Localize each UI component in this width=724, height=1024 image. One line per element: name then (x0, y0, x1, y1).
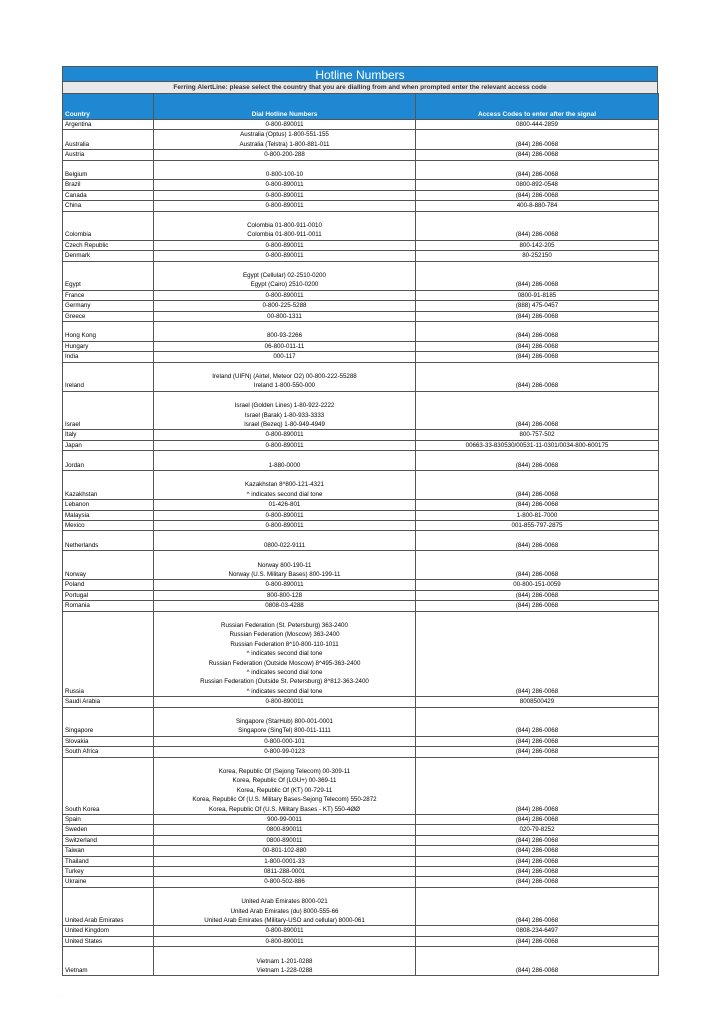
access-code-cell: (844) 286-0068 (416, 130, 659, 150)
table-row (63, 815, 659, 825)
dial-number: 000-117 (273, 353, 296, 361)
access-code-cell: 1-800-81-7000 (416, 510, 659, 520)
table-row (63, 611, 659, 697)
country-cell: South Africa (63, 747, 154, 757)
dial-number-cell (154, 697, 416, 707)
dial-number: 0-800-502-886 (264, 878, 305, 886)
country-cell: France (63, 290, 154, 300)
dial-number: Norway (U.S. Military Bases) 800-199-11 (228, 571, 341, 579)
dial-number-cell (154, 856, 416, 866)
access-code-cell: 8008500429 (416, 697, 659, 707)
dial-number: 0-800-890011 (265, 252, 304, 260)
access-code-cell: (844) 286-0068 (416, 531, 659, 551)
access-code-cell: 0800-444-2859 (416, 120, 659, 130)
table-row (63, 311, 659, 321)
dial-number-cell (154, 261, 416, 290)
dial-number-cell (154, 211, 416, 240)
country-cell: Italy (63, 430, 154, 440)
country-cell: Denmark (63, 251, 154, 261)
dial-number: Colombia 01-800-911-0010 (247, 222, 322, 230)
dial-number-cell (154, 747, 416, 757)
table-row (63, 362, 659, 391)
dial-number: 0800-890011 (266, 836, 303, 844)
access-code-cell: (844) 286-0068 (416, 867, 659, 877)
country-cell: Romania (63, 601, 154, 611)
dial-number: United Arab Emirates 8000-021 (241, 898, 328, 906)
dial-number: ^ indicates second dial tone (246, 650, 323, 658)
access-code-cell: (844) 286-0068 (416, 391, 659, 430)
table-body (63, 120, 659, 976)
access-code-cell: 00663-33-830530/00531-11-0301/0034-800-600175 (416, 440, 659, 450)
dial-number: 0-800-100-10 (265, 171, 304, 179)
dial-number: Egypt (Cairo) 2510-0200 (250, 281, 319, 289)
access-code-cell: (844) 286-0068 (416, 341, 659, 351)
dial-number-cell (154, 311, 416, 321)
table-row (63, 887, 659, 926)
country-cell: Brazil (63, 180, 154, 190)
access-code-cell: (844) 286-0068 (416, 211, 659, 240)
dial-number: Israel (Bezeq) 1-80-949-4949 (244, 421, 325, 429)
dial-number-cell (154, 240, 416, 250)
dial-number: 800-800-128 (266, 591, 303, 599)
table-row (63, 590, 659, 600)
country-cell: Canada (63, 190, 154, 200)
table-row (63, 201, 659, 211)
dial-number: 0-800-890011 (265, 511, 304, 519)
country-cell: United Arab Emirates (63, 887, 154, 926)
access-code-cell: (844) 286-0068 (416, 590, 659, 600)
country-cell: Belgium (63, 160, 154, 180)
country-cell: Greece (63, 311, 154, 321)
dial-number: 1-880-0000 (268, 461, 301, 469)
table-row (63, 856, 659, 866)
dial-number: 800-93-2266 (266, 332, 303, 340)
header-code: Access Codes to enter after the signal (416, 94, 659, 120)
dial-number: 0-800-890011 (265, 927, 304, 935)
dial-number-cell (154, 190, 416, 200)
country-cell: China (63, 201, 154, 211)
dial-number-cell (154, 590, 416, 600)
dial-number-cell (154, 251, 416, 261)
country-cell: Lebanon (63, 500, 154, 510)
dial-number-cell (154, 451, 416, 471)
country-cell: Russia (63, 611, 154, 697)
dial-number-cell (154, 815, 416, 825)
dial-number-cell (154, 877, 416, 887)
country-cell: Egypt (63, 261, 154, 290)
dial-number: Singapore (StarHub) 800-001-0001 (236, 718, 333, 726)
access-code-cell: (844) 286-0068 (416, 451, 659, 471)
dial-number: Egypt (Cellular) 02-2510-0200 (243, 272, 326, 280)
dial-number: 1-800-0001-33 (264, 857, 305, 865)
access-code-cell: (844) 286-0068 (416, 362, 659, 391)
dial-number-cell (154, 301, 416, 311)
dial-number: 0-800-890011 (265, 698, 304, 706)
access-code-cell: (844) 286-0068 (416, 846, 659, 856)
table-row (63, 301, 659, 311)
dial-number-cell (154, 391, 416, 430)
dial-number: Israel (Barak) 1-80-933-3333 (244, 411, 325, 419)
country-cell: Kazakhstan (63, 471, 154, 500)
country-cell: Argentina (63, 120, 154, 130)
table-row (63, 430, 659, 440)
dial-number: 0-800-890011 (265, 441, 304, 449)
country-cell: Mexico (63, 521, 154, 531)
dial-number: 0-800-890011 (265, 581, 304, 589)
dial-number-cell (154, 531, 416, 551)
dial-number: 0808-03-4288 (265, 602, 304, 610)
country-cell: South Korea (63, 757, 154, 814)
dial-number: 0-800-890011 (265, 121, 304, 128)
table-row (63, 451, 659, 471)
dial-number: Vietnam 1-228-0288 (256, 967, 313, 975)
table-row (63, 601, 659, 611)
dial-number: Singapore (SingTel) 800-011-1111 (238, 727, 331, 735)
dial-number-cell (154, 707, 416, 736)
dial-number: 00-801-102-880 (262, 847, 307, 855)
access-code-cell: 001-855-797-2875 (416, 521, 659, 531)
dial-number: Russian Federation 8^10-800-110-1011 (230, 640, 339, 648)
dial-number-cell (154, 500, 416, 510)
dial-number: 0800-022-9111 (263, 541, 306, 549)
country-cell: India (63, 352, 154, 362)
country-cell: Hong Kong (63, 322, 154, 342)
table-row (63, 936, 659, 946)
access-code-cell: (888) 475-0457 (416, 301, 659, 311)
table-row (63, 322, 659, 342)
table-row (63, 835, 659, 845)
country-cell: Saudi Arabia (63, 697, 154, 707)
access-code-cell: 0800-91-8185 (416, 290, 659, 300)
access-code-cell: (844) 286-0068 (416, 601, 659, 611)
access-code-cell: (844) 286-0068 (416, 611, 659, 697)
country-cell: Netherlands (63, 531, 154, 551)
dial-number-cell (154, 120, 416, 130)
dial-number-cell (154, 580, 416, 590)
access-code-cell: (844) 286-0068 (416, 747, 659, 757)
dial-number-cell (154, 471, 416, 500)
dial-number: Korea, Republic Of (LGU+) 00-369-11 (232, 777, 337, 785)
table-row (63, 867, 659, 877)
dial-number-cell (154, 150, 416, 160)
table-row (63, 825, 659, 835)
table-row (63, 736, 659, 746)
dial-number: Vietnam 1-201-0288 (256, 957, 313, 965)
access-code-cell: (844) 286-0068 (416, 856, 659, 866)
hotline-sheet (62, 66, 658, 976)
table-row (63, 180, 659, 190)
access-code-cell: 80-252150 (416, 251, 659, 261)
dial-number: 0-800-890011 (265, 937, 304, 945)
header-country: Country (63, 94, 154, 120)
table-row (63, 531, 659, 551)
country-cell: Switzerland (63, 835, 154, 845)
dial-number: Israel (Golden Lines) 1-80-922-2222 (234, 402, 335, 410)
access-code-cell: (844) 286-0068 (416, 947, 659, 976)
country-cell: Israel (63, 391, 154, 430)
dial-number: Korea, Republic Of (KT) 00-729-11 (236, 786, 333, 794)
access-code-cell: 00-800-151-0059 (416, 580, 659, 590)
access-code-cell: (844) 286-0068 (416, 190, 659, 200)
access-code-cell: 800-142-205 (416, 240, 659, 250)
dial-number: 0-800-225-5288 (262, 302, 307, 310)
dial-number: Australia (Optus) 1-800-551-155 (240, 131, 329, 139)
country-cell: Slovakia (63, 736, 154, 746)
country-cell: Germany (63, 301, 154, 311)
table-row (63, 251, 659, 261)
table-row (63, 290, 659, 300)
country-cell: Spain (63, 815, 154, 825)
dial-number-cell (154, 130, 416, 150)
table-row (63, 697, 659, 707)
country-cell: Jordan (63, 451, 154, 471)
country-cell: Norway (63, 551, 154, 580)
dial-number-cell (154, 947, 416, 976)
country-cell: Colombia (63, 211, 154, 240)
access-code-cell: (844) 286-0068 (416, 877, 659, 887)
country-cell: Hungary (63, 341, 154, 351)
table-row (63, 391, 659, 430)
table-row (63, 160, 659, 180)
dial-number-cell (154, 887, 416, 926)
dial-number: 0-800-890011 (265, 181, 304, 189)
dial-number: Kazakhstan 8^800-121-4321 (245, 481, 324, 489)
country-cell: Sweden (63, 825, 154, 835)
dial-number: Ireland (UIFN) (Airtel, Meteor O2) 00-800-222-55288 (212, 373, 357, 381)
country-cell: Japan (63, 440, 154, 450)
dial-number-cell (154, 936, 416, 946)
dial-number-cell (154, 521, 416, 531)
dial-number: 0-800-200-288 (264, 151, 305, 159)
dial-number: ^ indicates second dial tone (246, 669, 323, 677)
dial-number-cell (154, 352, 416, 362)
access-code-cell: (844) 286-0068 (416, 736, 659, 746)
access-code-cell: 0808-234-6497 (416, 926, 659, 936)
table-row (63, 150, 659, 160)
dial-number-cell (154, 736, 416, 746)
dial-number: 0-800-890011 (265, 291, 304, 299)
dial-number-cell (154, 322, 416, 342)
table-row (63, 947, 659, 976)
dial-number: 0-800-890011 (265, 431, 304, 439)
country-cell: Czech Republic (63, 240, 154, 250)
dial-number: 0-800-000-101 (264, 737, 305, 745)
table-row (63, 120, 659, 130)
access-code-cell: 800-757-502 (416, 430, 659, 440)
access-code-cell: (844) 286-0068 (416, 707, 659, 736)
table-row (63, 440, 659, 450)
dial-number: United Arab Emirates (Military-USO and cellular) 8000-061 (204, 917, 365, 925)
table-row (63, 130, 659, 150)
header-dial: Dial Hotline Numbers (154, 94, 416, 120)
dial-number: 06-800-011-11 (264, 342, 305, 350)
country-cell: Taiwan (63, 846, 154, 856)
country-cell: Portugal (63, 590, 154, 600)
dial-number-cell (154, 867, 416, 877)
dial-number-cell (154, 341, 416, 351)
access-code-cell: (844) 286-0068 (416, 500, 659, 510)
country-cell: Poland (63, 580, 154, 590)
country-cell: Malaysia (63, 510, 154, 520)
dial-number-cell (154, 601, 416, 611)
table-row (63, 211, 659, 240)
dial-number: Korea, Republic Of (U.S. Military Bases - KT) 550-4ØØ (209, 805, 360, 813)
dial-number: Russian Federation (Outside St. Petersburg) 8^812-363-2400 (200, 678, 369, 686)
dial-number: ^ indicates second dial tone (246, 490, 323, 498)
access-code-cell: 400-8-880-784 (416, 201, 659, 211)
access-code-cell: (844) 286-0068 (416, 551, 659, 580)
dial-number: 01-426-801 (268, 501, 301, 509)
dial-number-cell (154, 160, 416, 180)
dial-number: ^ indicates second dial tone (246, 687, 323, 695)
table-row (63, 500, 659, 510)
header-row (63, 94, 659, 120)
dial-number-cell (154, 551, 416, 580)
dial-number: Australia (Telstra) 1-800-881-011 (239, 140, 330, 148)
table-row (63, 757, 659, 814)
dial-number: 0-800-890011 (265, 191, 304, 199)
access-code-cell: (844) 286-0068 (416, 160, 659, 180)
country-cell: Australia (63, 130, 154, 150)
table-row (63, 580, 659, 590)
dial-number-cell (154, 926, 416, 936)
table-row (63, 261, 659, 290)
dial-number: Korea, Republic Of (U.S. Military Bases-Sejong Telecom) 550-2872 (192, 796, 377, 804)
dial-number-cell (154, 362, 416, 391)
hotline-table (62, 93, 659, 976)
table-row (63, 551, 659, 580)
dial-number-cell (154, 510, 416, 520)
dial-number: 00-800-1311 (267, 312, 302, 320)
table-row (63, 471, 659, 500)
country-cell: Austria (63, 150, 154, 160)
dial-number: 0-800-890011 (265, 202, 304, 210)
dial-number: 0-800-99-0123 (264, 748, 305, 756)
dial-number-cell (154, 835, 416, 845)
dial-number: Russian Federation (Outside Moscow) 8^495-363-2400 (208, 659, 361, 667)
dial-number: Colombia 01-800-911-0011 (247, 231, 322, 239)
access-code-cell: (844) 286-0068 (416, 150, 659, 160)
access-code-cell: 0800-892-0548 (416, 180, 659, 190)
dial-number: 900-99-0011 (267, 816, 302, 824)
dial-number-cell (154, 846, 416, 856)
table-row (63, 341, 659, 351)
dial-number: 0-800-890011 (265, 522, 304, 530)
country-cell: Singapore (63, 707, 154, 736)
access-code-cell: (844) 286-0068 (416, 757, 659, 814)
table-row (63, 510, 659, 520)
access-code-cell: (844) 286-0068 (416, 261, 659, 290)
table-row (63, 240, 659, 250)
access-code-cell: 020-79-8252 (416, 825, 659, 835)
dial-number-cell (154, 201, 416, 211)
table-row (63, 521, 659, 531)
dial-number-cell (154, 180, 416, 190)
footer-mark: . (61, 993, 63, 998)
dial-number: Russian Federation (Moscow) 363-2400 (229, 631, 340, 639)
dial-number-cell (154, 440, 416, 450)
access-code-cell: (844) 286-0068 (416, 835, 659, 845)
dial-number: United Arab Emirates (du) 8000-555-66 (230, 907, 339, 915)
access-code-cell: (844) 286-0068 (416, 322, 659, 342)
dial-number-cell (154, 290, 416, 300)
table-row (63, 926, 659, 936)
access-code-cell: (844) 286-0068 (416, 471, 659, 500)
country-cell: United States (63, 936, 154, 946)
table-row (63, 707, 659, 736)
dial-number-cell (154, 825, 416, 835)
table-row (63, 877, 659, 887)
dial-number: Ireland 1-800-550-000 (253, 382, 316, 390)
access-code-cell: (844) 286-0068 (416, 352, 659, 362)
access-code-cell: (844) 286-0068 (416, 815, 659, 825)
access-code-cell: (844) 286-0068 (416, 887, 659, 926)
dial-number: Norway 800-190-11 (257, 561, 312, 569)
page-title: Hotline Numbers (62, 66, 658, 82)
dial-number-cell (154, 757, 416, 814)
table-row (63, 190, 659, 200)
country-cell: Turkey (63, 867, 154, 877)
access-code-cell: (844) 286-0068 (416, 936, 659, 946)
access-code-cell: (844) 286-0068 (416, 311, 659, 321)
dial-number-cell (154, 430, 416, 440)
country-cell: Thailand (63, 856, 154, 866)
dial-number: Russian Federation (St. Petersburg) 363-2400 (221, 622, 348, 629)
dial-number: 0811-288-0001 (263, 868, 306, 876)
country-cell: Vietnam (63, 947, 154, 976)
dial-number: Korea, Republic Of (Sejong Telecom) 00-309-11 (218, 768, 351, 776)
country-cell: United Kingdom (63, 926, 154, 936)
country-cell: Ukraine (63, 877, 154, 887)
country-cell: Ireland (63, 362, 154, 391)
table-row (63, 846, 659, 856)
table-row (63, 352, 659, 362)
page-subtitle: Ferring AlertLine: please select the country that you are dialling from and when prompted enter the relevant access code (62, 82, 658, 93)
dial-number: 0-800-890011 (265, 241, 304, 249)
dial-number: 0800-890011 (266, 826, 303, 834)
table-row (63, 747, 659, 757)
dial-number-cell (154, 611, 416, 697)
